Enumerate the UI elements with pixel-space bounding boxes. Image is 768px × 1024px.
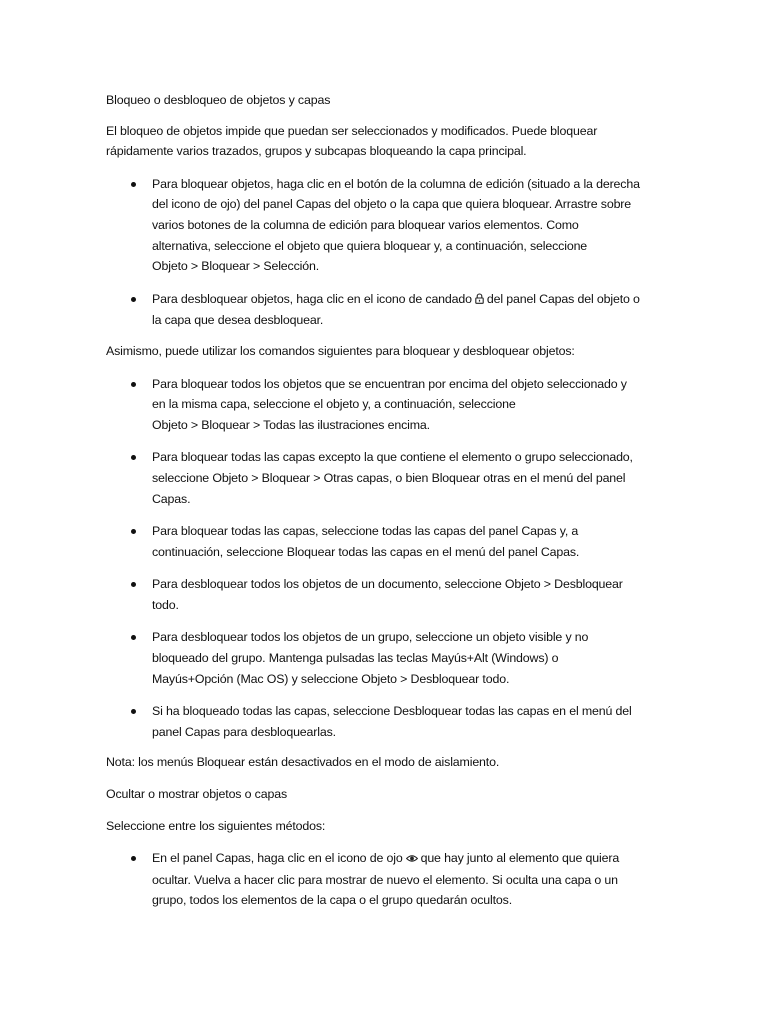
list-item-line: del panel Capas del objeto o [486,291,640,306]
bullet-icon [131,635,136,640]
list-item-line: varios botones de la columna de edición para bloquear varios elementos. Como [152,217,579,232]
select-methods-paragraph: Seleccione entre los siguientes métodos: [106,818,326,833]
eye-icon [406,849,418,870]
commands-intro-paragraph: Asimismo, puede utilizar los comandos siguientes para bloquear y desbloquear objetos: [106,343,575,358]
list-item [106,289,666,331]
list-item-line: seleccione Objeto > Bloquear > Otras capas, o bien Bloquear otras en el menú del panel [152,470,626,485]
section-title-lock: Bloqueo o desbloqueo de objetos y capas [106,93,331,107]
list-item-line: continuación, seleccione Bloquear todas las capas en el menú del panel Capas. [152,544,580,559]
section-title-hide: Ocultar o mostrar objetos o capas [106,787,287,802]
lock-commands-list [106,374,666,743]
list-item-line: alternativa, seleccione el objeto que quiera bloquear y, a continuación, seleccione [152,238,588,253]
list-item [106,574,666,615]
list-item-line: Para desbloquear objetos, haga clic en el icono de candado [152,291,472,306]
list-item-line: que hay junto al elemento que quiera [420,851,620,866]
document-page [106,90,666,911]
list-item-line: Mayús+Opción (Mac OS) y seleccione Objeto > Desbloquear todo. [152,671,510,686]
list-item [106,521,666,562]
list-item-line: Para desbloquear todos los objetos de un documento, seleccione Objeto > Desbloquear [152,577,623,592]
list-item-line: bloqueado del grupo. Mantenga pulsadas las teclas Mayús+Alt (Windows) o [152,651,559,666]
list-item-line: del icono de ojo) del panel Capas del objeto o la capa que quiera bloquear. Arrastre sobre [152,197,632,212]
list-item-line: panel Capas para desbloquearlas. [152,724,336,739]
list-item-line: Para bloquear todos los objetos que se encuentran por encima del objeto seleccionado y [152,376,627,391]
list-item-line: ocultar. Vuelva a hacer clic para mostrar de nuevo el elemento. Si oculta una capa o un [152,872,618,887]
list-item-line: Para bloquear todas las capas, seleccione todas las capas del panel Capas y, a [152,524,579,539]
bullet-icon [131,297,136,302]
list-item [106,848,666,911]
lock-methods-list [106,174,666,331]
list-item-line: Si ha bloqueado todas las capas, seleccione Desbloquear todas las capas en el menú del [152,704,632,719]
intro-paragraph: El bloqueo de objetos impide que puedan ser seleccionados y modificados. Puede bloquear rápidamente varios trazados, grupos y subcapas bloqueando la capa principal. [106,123,598,159]
list-item [106,701,666,742]
list-item [106,374,666,436]
list-item-line: Objeto > Bloquear > Selección. [152,259,320,274]
list-item-line: grupo, todos los elementos de la capa o el grupo quedarán ocultos. [152,893,513,908]
list-item-line: Para bloquear todas las capas excepto la que contiene el elemento o grupo seleccionado, [152,450,633,465]
list-item-line: Objeto > Bloquear > Todas las ilustraciones encima. [152,417,430,432]
bullet-icon [131,455,136,460]
bullet-icon [131,582,136,587]
bullet-icon [131,709,136,714]
list-item-line: en la misma capa, seleccione el objeto y, a continuación, seleccione [152,397,516,412]
list-item-line: Para desbloquear todos los objetos de un grupo, seleccione un objeto visible y no [152,630,589,645]
bullet-icon [131,182,136,187]
list-item [106,627,666,689]
list-item [106,447,666,509]
list-item [106,174,666,277]
hide-methods-list [106,848,666,911]
list-item-line: todo. [152,597,179,612]
list-item-line: Capas. [152,491,191,506]
bullet-icon [131,382,136,387]
padlock-icon [475,290,484,311]
bullet-icon [131,529,136,534]
bullet-icon [131,856,136,861]
list-item-line: Para bloquear objetos, haga clic en el botón de la columna de edición (situado a la derecha [152,176,640,191]
list-item-line: la capa que desea desbloquear. [152,313,324,328]
list-item-line: En el panel Capas, haga clic en el icono de ojo [152,851,403,866]
note-paragraph: Nota: los menús Bloquear están desactivados en el modo de aislamiento. [106,755,500,770]
